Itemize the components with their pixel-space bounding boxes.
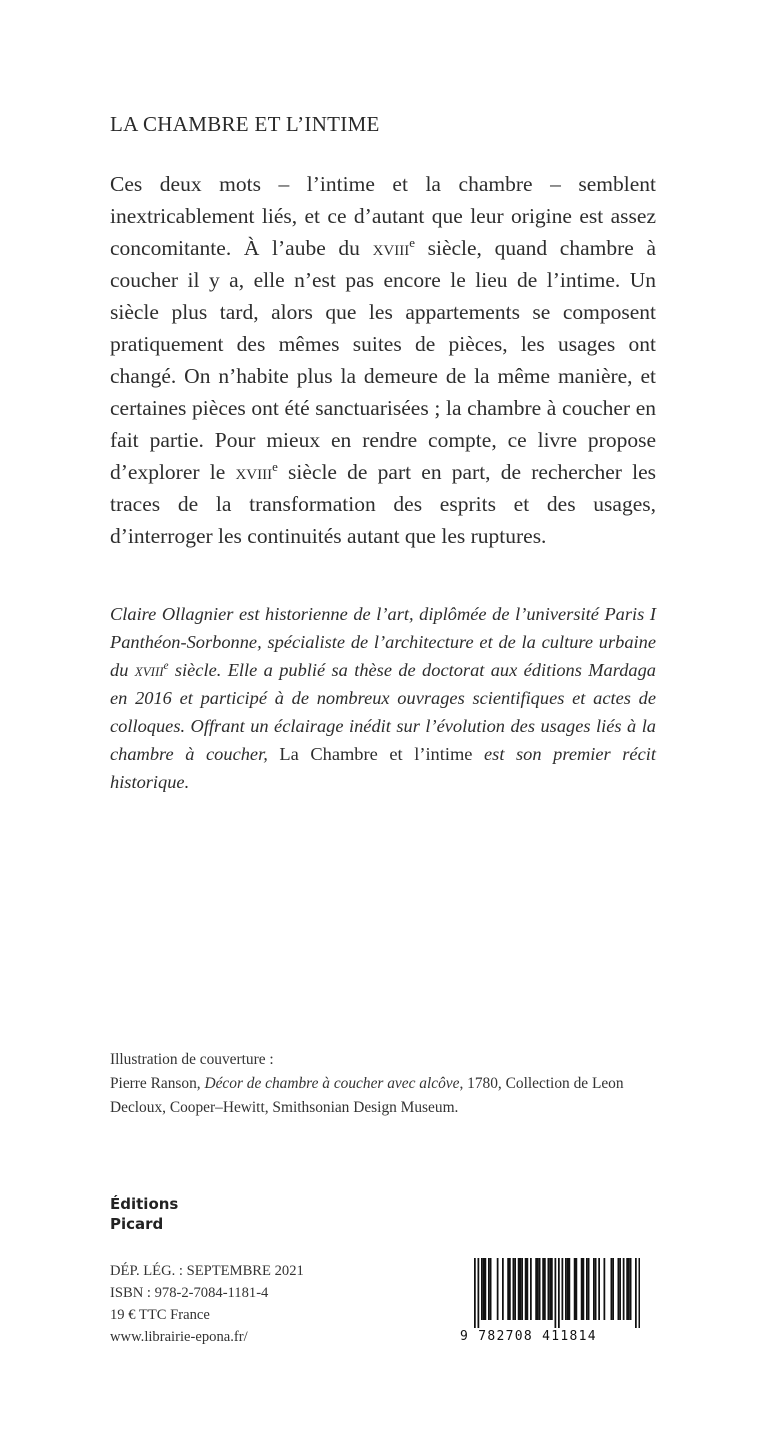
barcode-bar [485,1258,487,1320]
illustration-work: Décor de chambre à coucher avec alcôve [204,1075,460,1092]
barcode-bar [481,1258,483,1320]
barcode-bar [595,1258,597,1320]
barcode-bar [527,1258,529,1320]
barcode-bar [630,1258,632,1320]
barcode-bar [628,1258,630,1320]
barcode-bar [611,1258,613,1320]
barcode-bar [551,1258,553,1320]
summary-century-2: xviii [235,460,273,484]
barcode-bar [626,1258,628,1320]
isbn: ISBN : 978-2-7084-1181-4 [110,1285,269,1301]
publisher-logo [110,1194,178,1234]
price: 19 € TTC France [110,1307,210,1323]
author-century-sup: e [163,659,169,672]
author-text-2: siècle. Elle a publié sa thèse de doctorat aux éditions Mardaga en 2016 et participé à de nombreux ouvrages scientifiques et actes de colloques. Offrant un éclairage inédit sur l’évolution des usages liés à la chambre à coucher, [110,660,656,764]
summary-text-3: siècle de part en part, de rechercher les traces de la transformation des esprits et des usages, d’interroger les continuités autant que les ruptures. [110,460,657,548]
barcode-bar [518,1258,520,1320]
barcode-bar [514,1258,516,1320]
barcode-bar [525,1258,527,1320]
barcode-bar [537,1258,539,1320]
barcode-bar [576,1258,578,1320]
barcode-bar [623,1258,625,1320]
barcode-bar [483,1258,485,1320]
illustration-source: , 1780, Collection de Leon Decloux, Cooper–Hewitt, Smithsonian Design Museum. [110,1075,624,1116]
summary-text-1: Ces deux mots – l’intime et la chambre – semblent inextricablement liés, et ce d’autant que leur origine est assez concomitante. À l’aube du [110,172,656,260]
summary-text-2: siècle, quand chambre à coucher il y a, elle n’est pas encore le lieu de l’intime. Un siècle plus tard, alors que les appartements se composent pratiquement des mêmes suites de pièces, les usages ont changé. On n’habite plus la demeure de la même manière, et certaines pièces ont été sanctuarisées ; la chambre à coucher en fait partie. Pour mieux en rendre compte, ce livre propose d’explorer le [110,236,656,484]
barcode-bar [488,1258,490,1320]
barcode-bar [507,1258,509,1320]
barcode-bar [502,1258,504,1320]
author-century: xviii [134,660,164,680]
barcode-bar [555,1258,557,1328]
publisher-line-2: Picard [110,1215,164,1233]
summary-century: xviii [372,236,410,260]
barcode-bar [581,1258,583,1320]
illustration-details [110,1072,670,1120]
author-bio [110,600,656,796]
barcode-bar [567,1258,569,1320]
barcode [460,1258,640,1348]
barcode-bar [535,1258,537,1320]
barcode-bar [474,1258,476,1328]
barcode-bar [513,1258,515,1320]
illustration-artist: Pierre Ranson, [110,1075,205,1092]
barcode-bar [558,1258,560,1328]
barcode-bar [478,1258,480,1328]
barcode-bar [520,1258,522,1320]
barcode-bar [612,1258,614,1320]
author-book-title: La Chambre et l’intime [279,744,473,764]
barcode-bar [574,1258,576,1320]
barcode-bar [618,1258,620,1320]
barcode-bar [569,1258,571,1320]
barcode-bar [586,1258,588,1320]
barcode-bar [544,1258,546,1320]
website: www.librairie-epona.fr/ [110,1329,248,1345]
author-text-1: Claire Ollagnier est historienne de l’art, diplômée de l’université Paris I Panthéon-Sorbonne, spécialiste de l’architecture et de la culture urbaine du [110,604,656,680]
book-title-heading: LA CHAMBRE ET L’INTIME [110,112,380,136]
barcode-bar [530,1258,532,1320]
barcode-bar [593,1258,595,1320]
barcode-bar [521,1258,523,1320]
barcode-bar [497,1258,499,1320]
summary-century-sup-2: e [272,459,278,474]
barcode-bar [598,1258,600,1320]
barcode-bar [509,1258,511,1320]
barcode-bar [542,1258,544,1320]
barcode-icon [460,1258,640,1328]
barcode-bar [490,1258,492,1320]
barcode-bar [565,1258,567,1320]
barcode-bar [548,1258,550,1320]
barcode-bar [635,1258,637,1328]
barcode-bar [549,1258,551,1320]
barcode-bar [588,1258,590,1320]
legal-info [110,1260,430,1348]
barcode-bar [639,1258,641,1328]
cover-illustration-credit [110,1048,670,1120]
illustration-heading: Illustration de couverture : [110,1051,274,1068]
book-summary [110,168,656,552]
barcode-bar [583,1258,585,1320]
barcode-bar [604,1258,606,1320]
barcode-bar [619,1258,621,1320]
barcode-bar [562,1258,564,1320]
legal-deposit: DÉP. LÉG. : SEPTEMBRE 2021 [110,1263,304,1279]
barcode-digits: 9 782708 411814 [460,1329,597,1344]
publisher-line-1: Éditions [110,1195,179,1213]
summary-century-sup: e [409,235,415,250]
barcode-bar [539,1258,541,1320]
author-text-3: est son premier récit historique. [110,744,656,792]
